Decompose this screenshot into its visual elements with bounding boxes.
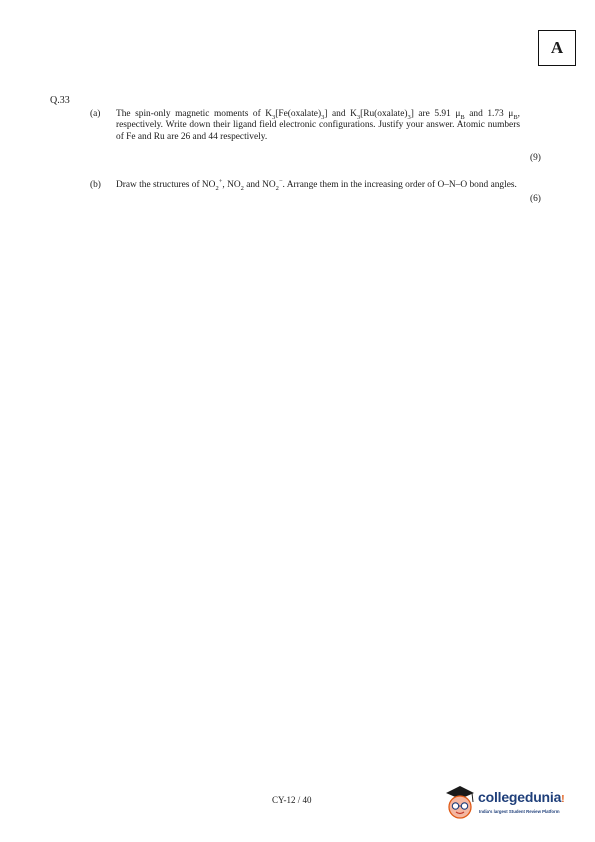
part-a-text: The spin-only magnetic moments of $K_3[Fe(oxalate)_3]$ and $K_3[Ru(oxalate)_3]$ are 5.91 $\mu_B$ and 1.73 $\mu_B$, respectively. Write down their ligand field electronic configurations. Justify your answer. Atomic numbers of Fe and Ru are 26 and 44 respectively. xyxy=(116,109,521,142)
part-b-marks: (6) xyxy=(530,194,541,204)
question-number: Q.33 xyxy=(50,95,70,106)
part-b-text: Draw the structures of $NO_2^+$, $NO_2$ and $NO_2^-$. Arrange them in the increasing order of O–N–O bond angles. xyxy=(116,177,517,192)
question-set-label: A xyxy=(550,38,564,57)
part-b-label: (b) xyxy=(90,180,101,190)
logo-brand-name: collegedunia xyxy=(478,789,562,805)
question-set-badge xyxy=(538,30,576,66)
collegedunia-watermark-logo: collegedunia! India's largest Student Review Platform xyxy=(443,780,583,826)
part-a-marks: (9) xyxy=(530,153,541,163)
page-code: CY-12 / 40 xyxy=(272,795,312,805)
logo-tagline: India's largest Student Review Platform xyxy=(479,809,560,814)
graduate-face-icon xyxy=(443,780,477,826)
part-a-label: (a) xyxy=(90,109,101,119)
